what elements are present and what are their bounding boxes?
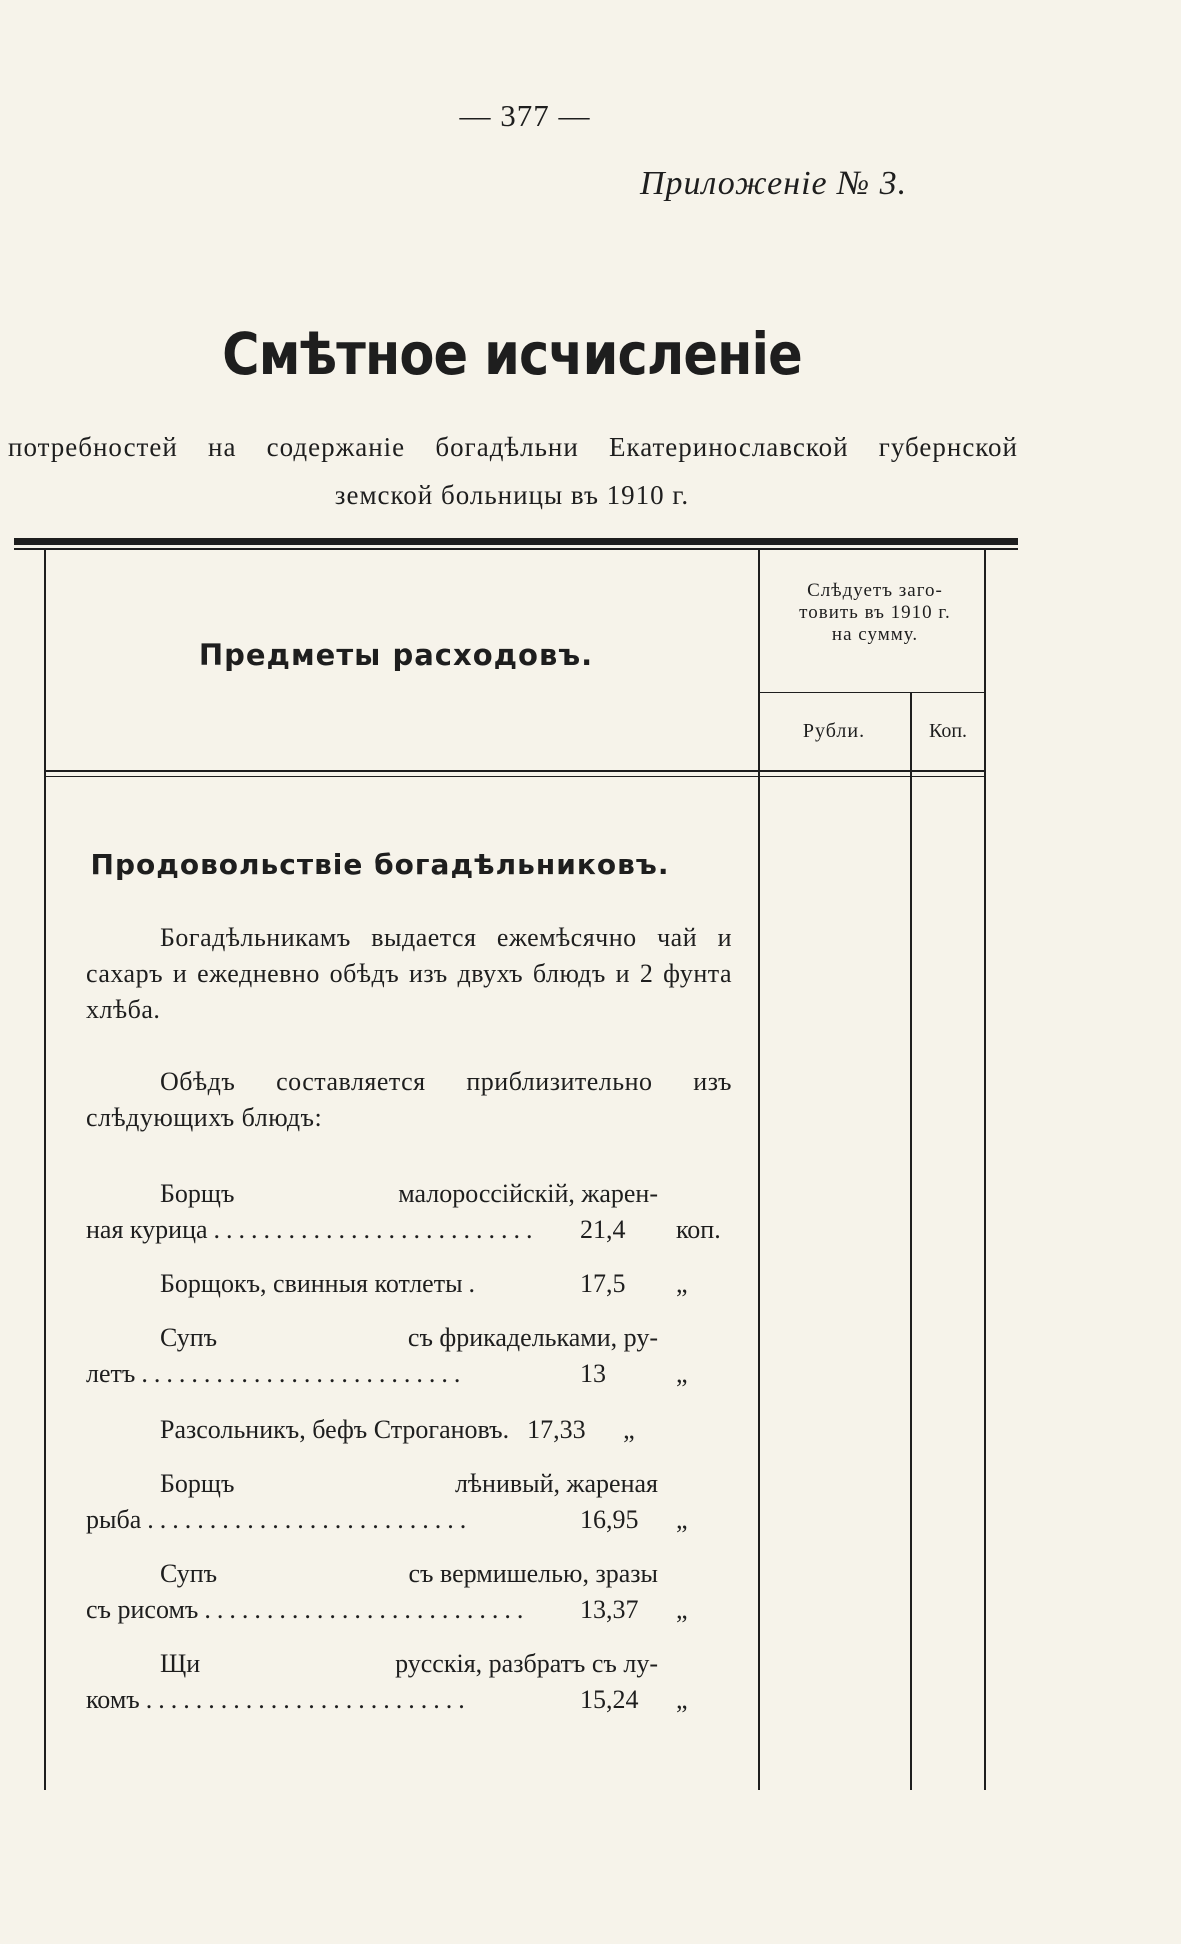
table-right-border [984, 550, 986, 1790]
section-title: Продовольствіе богадѣльниковъ. [90, 848, 670, 881]
header-sub-rule [760, 692, 986, 693]
table-left-border [44, 550, 46, 1790]
column-header-amount: Слѣдуетъ заго- товить въ 1910 г. на сумму. [799, 580, 951, 645]
table-divider-kop [910, 692, 912, 1790]
header-bottom-rule-2 [44, 776, 986, 777]
column-header-kopecks: Коп. [928, 720, 968, 742]
paragraph-rations: Богадѣльникамъ выдается ежемѣсячно чай и сахаръ и ежедневно обѣдъ изъ двухъ блюдъ и 2 фунта хлѣба. [86, 923, 732, 1024]
column-header-expenses: Предметы расходовъ. [198, 638, 594, 672]
document-title: Смѣтное исчисленіе [222, 320, 802, 388]
top-thin-rule [14, 548, 1018, 550]
dish-item: Щи русскія, разбратъ съ лу- комъ .......................... 15,24 „ [86, 1649, 688, 1714]
column-header-rubles: Рубли. [802, 720, 866, 742]
dish-item: Борщъ лѣнивый, жареная рыба .......................... 16,95 „ [86, 1469, 688, 1534]
dish-item: Разсольникъ, бефъ Строгановъ. 17,33 „ [160, 1415, 635, 1444]
subtitle-line-2: земской больницы въ 1910 г. [334, 480, 690, 510]
paragraph-dinner: Обѣдъ составляется приблизительно изъ слѣдующихъ блюдъ: [86, 1067, 732, 1132]
page-number: — 377 — [459, 98, 591, 133]
dish-item: Супъ съ вермишелью, зразы съ рисомъ .......................... 13,37 „ [86, 1559, 688, 1624]
top-thick-rule [14, 538, 1018, 545]
dish-item: Борщокъ, свинныя котлеты . 17,5 „ [160, 1269, 688, 1298]
header-bottom-rule-1 [44, 770, 986, 772]
subtitle-line-1: потребностей на содержаніе богадѣльни Екатеринославской губернской [8, 432, 1018, 462]
dish-item: Супъ съ фрикадельками, ру- летъ .......................... 13 „ [86, 1323, 688, 1388]
dish-item: Борщъ малороссійскій, жарен- ная курица .......................... 21,4 коп. [86, 1179, 721, 1244]
appendix-label: Приложеніе № 3. [640, 165, 908, 202]
